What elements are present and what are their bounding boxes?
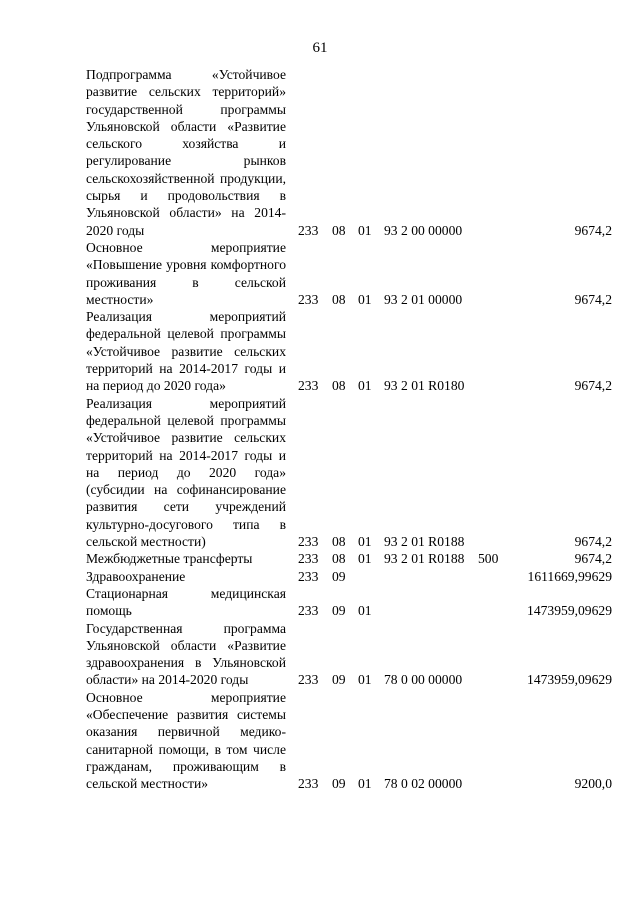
table-row (0, 620, 640, 689)
amount: 1473959,09629 (527, 603, 612, 619)
budget-table (0, 66, 640, 792)
section-code: 08 (332, 222, 346, 238)
admin-code: 233 (298, 378, 319, 394)
amount: 9674,2 (574, 222, 612, 238)
section-code: 09 (332, 568, 346, 584)
target-code: 78 0 02 00000 (384, 776, 463, 792)
row-name: Стационарная медицинская помощь (86, 585, 286, 619)
section-code: 09 (332, 603, 346, 619)
row-name: Государственная программа Ульяновской области «Развитие здравоохранения в Ульяновской области» на 2014-2020 годы (86, 620, 286, 688)
table-row (0, 689, 640, 793)
row-name: Подпрограмма «Устойчивое развитие сельских территорий» государственной программы Ульяновской области «Развитие сельского хозяйства и регулирование рынков сельскохозяйственной продукции, сырья и продовольствия в Ульяновской области» на 2014-2020 годы (86, 67, 286, 238)
admin-code: 233 (298, 534, 319, 550)
row-name: Реализация мероприятий федеральной целевой программы «Устойчивое развитие сельских территорий на 2014-2017 годы и на период до 2020 года» (86, 309, 286, 394)
section-code: 09 (332, 776, 346, 792)
table-row (0, 308, 640, 394)
admin-code: 233 (298, 568, 319, 584)
section-code: 08 (332, 291, 346, 307)
row-name: Основное мероприятие «Обеспечение развития системы оказания первичной медико-санитарной помощи, в том числе гражданам, проживающим в сельской местности» (86, 689, 286, 792)
row-name: Межбюджетные трансферты (86, 551, 253, 567)
admin-code: 233 (298, 603, 319, 619)
row-name: Реализация мероприятий федеральной целевой программы «Устойчивое развитие сельских территорий на 2014-2017 годы и на период до 2020 года» (субсидии на софинансирование развития сети учреждений культурно-досугового типа в сельской местности) (86, 395, 286, 550)
target-code: 93 2 01 R0188 (384, 534, 465, 550)
admin-code: 233 (298, 672, 319, 688)
subsection-code: 01 (358, 222, 372, 238)
table-row (0, 585, 640, 620)
amount: 9674,2 (574, 534, 612, 550)
table-row (0, 239, 640, 308)
row-name: Основное мероприятие «Повышение уровня комфортного проживания в сельской местности» (86, 239, 286, 307)
admin-code: 233 (298, 551, 319, 567)
target-code: 78 0 00 00000 (384, 672, 463, 688)
subsection-code: 01 (358, 551, 372, 567)
section-code: 08 (332, 551, 346, 567)
subsection-code: 01 (358, 672, 372, 688)
section-code: 08 (332, 534, 346, 550)
page-number: 61 (312, 40, 328, 56)
row-name: Здравоохранение (86, 568, 186, 584)
section-code: 08 (332, 378, 346, 394)
amount: 9674,2 (574, 378, 612, 394)
subsection-code: 01 (358, 603, 372, 619)
amount: 1611669,99629 (527, 568, 612, 584)
target-code: 93 2 01 R0188 (384, 551, 465, 567)
subsection-code: 01 (358, 378, 372, 394)
amount: 9674,2 (574, 291, 612, 307)
table-row (0, 550, 640, 567)
amount: 9200,0 (574, 776, 612, 792)
table-row (0, 568, 640, 585)
target-code: 93 2 01 00000 (384, 291, 463, 307)
subsection-code: 01 (358, 776, 372, 792)
amount: 9674,2 (574, 551, 612, 567)
section-code: 09 (332, 672, 346, 688)
subsection-code: 01 (358, 291, 372, 307)
admin-code: 233 (298, 222, 319, 238)
subsection-code: 01 (358, 534, 372, 550)
table-row (0, 395, 640, 551)
target-code: 93 2 01 R0180 (384, 378, 465, 394)
admin-code: 233 (298, 291, 319, 307)
admin-code: 233 (298, 776, 319, 792)
table-row (0, 66, 640, 239)
amount: 1473959,09629 (527, 672, 612, 688)
target-code: 93 2 00 00000 (384, 222, 463, 238)
expense-type-code: 500 (478, 551, 499, 567)
